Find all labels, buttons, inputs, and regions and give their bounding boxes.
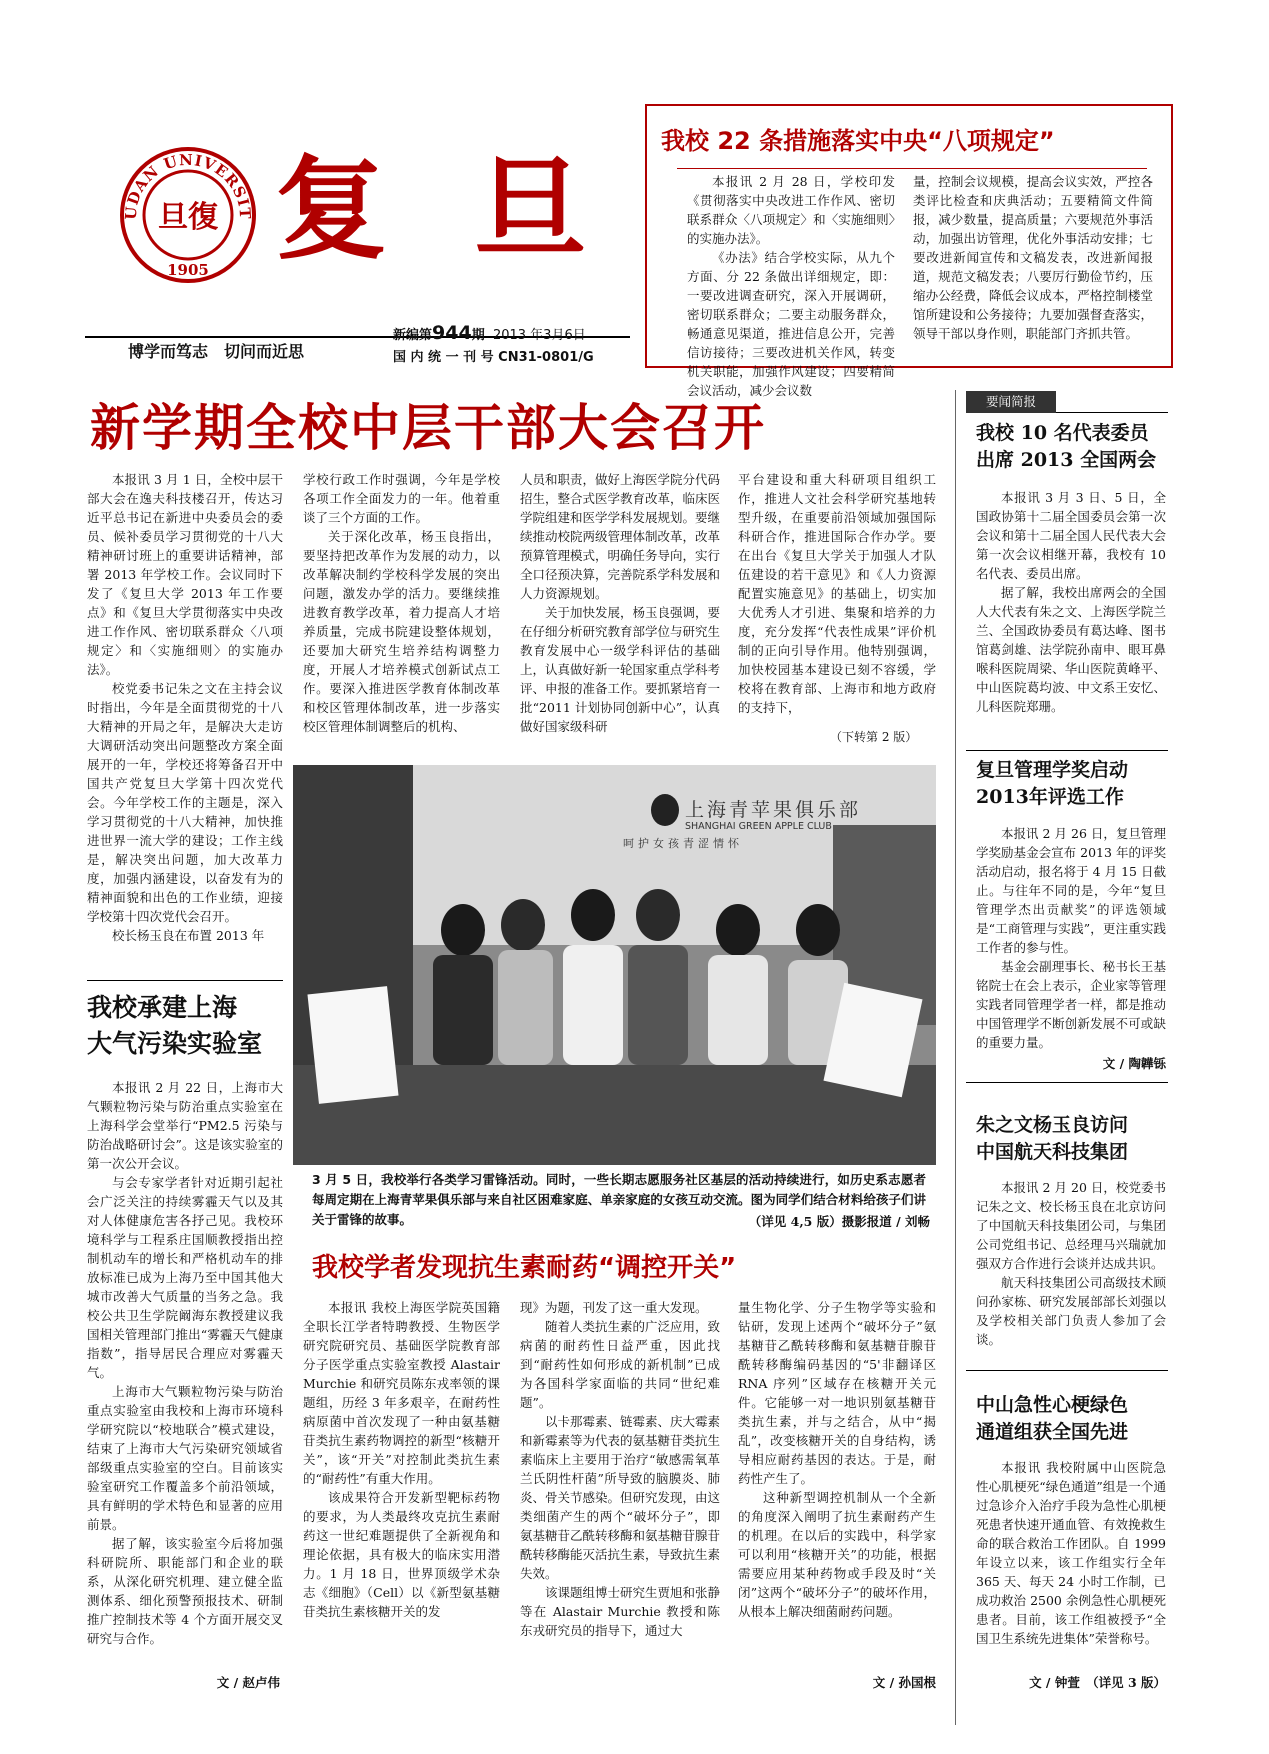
brief-para: 本报讯 3 月 3 日、5 日，全国政协第十二届全国委员会第一次会议和第十二届全国人民代表大会第一次会议相继开幕，我校有 10 名代表、委员出席。	[976, 490, 1166, 581]
emblem-year: 1905	[167, 261, 209, 279]
lead-continued: （下转第 2 版）	[830, 730, 918, 744]
emblem-seal-icon	[118, 145, 258, 285]
air-title-line1: 我校承建上海	[87, 993, 238, 1022]
air-author: 文 / 赵卢伟	[216, 1675, 280, 1690]
antibiotic-para: 以卡那霉素、链霉素、庆大霉素和新霉素等为代表的氨基糖苷类抗生素临床上主要用于治疗“敏感需氧革兰氏阴性杆菌”所导致的脑膜炎、肺炎、骨关节感染。但研究发现，由这类细菌产生的两个“破坏分子”，即氨基糖苷乙酰转移酶和氨基糖苷腺苷酰转移酶能灭活抗生素，导致抗生素失效。	[520, 1414, 721, 1581]
brief-para: 本报讯 2 月 26 日，复旦管理学奖励基金会宣布 2013 年的评奖活动启动，报名将于 4 月 15 日截止。与往年不同的是，今年“复旦管理学杰出贡献奖”的评选领域是“工商管理与实践”，更注重实践工作者的参与性。	[976, 826, 1166, 955]
brief-title-line: 复旦管理学奖启动	[976, 759, 1129, 781]
photo-credit: （详见 4,5 版）摄影报道 / 刘畅	[748, 1214, 930, 1229]
issue-date: 2013 年3月6日	[492, 328, 586, 343]
brief-para: 据了解，我校出席两会的全国人大代表有朱之文、上海医学院兰兰、全国政协委员有葛达峰、图书馆葛剑雄、法学院孙南申、眼耳鼻喉科医院周梁、华山医院黄峰平、中山医院葛均波、中文系王安忆、儿科医院郑珊。	[976, 585, 1166, 714]
university-emblem	[118, 145, 258, 285]
brief-para: 航天科技集团公司高级技术顾问孙家栋、研究发展部部长刘强以及学校相关部门负责人参加了会谈。	[976, 1275, 1166, 1347]
brief-title-line: 中国航天科技集团	[976, 1141, 1129, 1163]
motto: 博学而笃志 切问而近思	[128, 342, 305, 361]
issue-prefix: 新编第	[393, 328, 433, 343]
top-news-para: 量，控制会议规模，提高会议实效，严控各类评比检查和庆典活动；五要精简文件简报，减少数量，提高质量；六要规范外事活动，加强出访管理，优化外事活动安排；七要改进新闻宣传和文稿发表，改进新闻报道，规范文稿发表；八要厉行勤俭节约，压缩办公经费，降低会议成本，严格控制楼堂馆所建设和公务接待；九要加强督查落实，领导干部以身作则，职能部门齐抓共管。	[913, 174, 1153, 341]
lead-para: 校党委书记朱之文在主持会议时指出，今年是全面贯彻党的十八大精神的开局之年，是解决大走访大调研活动突出问题整改方案全面展开的一年，学校还将筹备召开中国共产党复旦大学第十四次党代会。今年学校工作的主题是，深入学习贯彻党的十八大精神，加快推进世界一流大学的建设；工作主线是，解决突出问题，加大改革力度，加强内涵建设，以奋发有为的精神面貌和出色的工作业绩，迎接学校第十四次党代会召开。	[87, 681, 283, 924]
brief-title	[976, 1392, 1128, 1446]
air-title	[87, 990, 262, 1062]
news-photo	[293, 765, 936, 1165]
air-body	[87, 1078, 283, 1670]
issue-info	[393, 322, 594, 369]
antibiotic-para: 现》为题，刊发了这一重大发现。	[520, 1300, 708, 1315]
air-para: 与会专家学者针对近期引起社会广泛关注的持续雾霾天气以及其对人体健康危害各抒己见。我校环境科学与工程系庄国顺教授指出控制机动车的增长和严格机动车的排放标准已成为上海乃至中国其他大城市改善大气质量的当务之急。我校公共卫生学院阚海东教授建议我国相关管理部门推出“雾霾天气健康指数”，指导居民合理应对雾霾天气。	[87, 1175, 283, 1380]
brief-body	[976, 1178, 1166, 1360]
antibiotic-para: 该课题组博士研究生贾旭和张静等在 Alastair Murchie 教授和陈东戎研究员的指导下，通过大	[520, 1585, 721, 1638]
lead-para: 关于加快发展，杨玉良强调，要在仔细分析研究教育部学位与研究生教育发展中心一级学科评估的基础上，认真做好新一轮国家重点学科考评、申报的准备工作。要抓紧培育一批“2011 计划协同创新中心”，认真做好国家级科研	[520, 605, 721, 734]
masthead-title: 复 旦	[275, 144, 610, 275]
brief-title	[976, 757, 1128, 811]
lead-para: 学校行政工作时强调，今年是学校各项工作全面发力的一年。他着重谈了三个方面的工作。	[303, 472, 500, 525]
top-news-col2	[913, 172, 1153, 362]
lead-col4	[738, 470, 936, 725]
lead-para: 本报讯 3 月 1 日，全校中层干部大会在逸夫科技楼召开，传达习近平总书记在新进中央委员会的委员、候补委员学习贯彻党的十八大精神研讨班上的重要讲话精神，部署 2013 年学校工作。会议同时下发了《复旦大学 2013 年工作要点》和《复旦大学贯彻落实中央改进工作作风、密切联系群众〈八项规定〉和〈实施细则〉的实施办法》。	[87, 472, 283, 677]
air-para: 本报讯 2 月 22 日，上海市大气颗粒物污染与防治重点实验室在上海科学会堂举行“PM2.5 污染与防治战略研讨会”。这是该实验室的第一次公开会议。	[87, 1080, 283, 1171]
brief-separator	[966, 1082, 1168, 1083]
top-news-box	[645, 104, 1173, 398]
sidebar-label: 要闻简报	[966, 391, 1056, 413]
air-top-rule	[87, 980, 283, 981]
lead-para: 人员和职责，做好上海医学院分代码招生，整合式医学教育改革，临床医学院组建和医学学科发展规划。要继续推动校院两级管理体制改革，改革预算管理模式，明确任务导向，实行全口径预决算，完善院系学科发展和人力资源规划。	[520, 472, 721, 601]
antibiotic-col2	[520, 1298, 720, 1694]
issue-number: 944	[432, 322, 472, 344]
lead-para: 关于深化改革，杨玉良指出，要坚持把改革作为发展的动力，以改革解决制约学校科学发展的突出问题，激发办学的活力。要继续推进教育教学改革，着力提高人才培养质量，完成书院建设整体规划，还要加大研究生培养结构调整力度，开展人才培养模式创新试点工作。要深入推进医学教育体制改革和校区管理体制改革，进一步落实校区管理体制调整后的机构、	[303, 529, 500, 734]
brief-title-line: 出席 2013 全国两会	[976, 449, 1157, 471]
issue-suffix: 期	[471, 328, 485, 343]
antibiotic-para: 这种新型调控机制从一个全新的角度深入阐明了抗生素耐药产生的机理。在以后的实践中，科学家可以利用“核糖开关”的功能，根据需要应用某种药物或手段及时“关闭”这两个“破坏分子”的破坏作用，从根本上解决细菌耐药问题。	[738, 1490, 936, 1619]
brief-separator	[966, 1370, 1168, 1371]
antibiotic-para: 本报讯 我校上海医学院英国籍全职长江学者特聘教授、生物医学研究院研究员、基础医学院教育部分子医学重点实验室教授 Alastair Murchie 和研究员陈东戎率领的课题组，历经 3 年多艰辛，在耐药性病原菌中首次发现了一种由氨基糖苷类抗生素药物调控的新型“核糖开关”，该“开关”对控制此类抗生素的“耐药性”有重大作用。	[303, 1300, 500, 1486]
top-news-title: 我校 22 条措施落实中央“八项规定”	[661, 127, 1055, 155]
antibiotic-para: 量生物化学、分子生物学等实验和钻研，发现上述两个“破坏分子”氨基糖苷乙酰转移酶和氨基糖苷腺苷酰转移酶编码基因的“5'非翻译区 RNA 序列”区域存在核糖开关元件。它能够一对一地识别氨基糖苷类抗生素，并与之结合，从中“揭乱”，改变核糖开关的自身结构，诱导相应耐药基因的表达。于是，耐药性产生了。	[738, 1300, 936, 1486]
brief-para: 基金会副理事长、秘书长王基铭院士在会上表示，企业家等管理实践者同管理学者一样，都是推动中国管理学不断创新发展不可或缺的重要力量。	[976, 959, 1166, 1050]
lead-col1	[87, 470, 283, 960]
antibiotic-author: 文 / 孙国根	[872, 1675, 936, 1690]
antibiotic-col3	[738, 1298, 936, 1674]
brief-title-line: 中山急性心梗绿色	[976, 1394, 1129, 1416]
photo-sign-sub: 呵护女孩青涩情怀	[623, 837, 743, 850]
brief-title-line: 我校 10 名代表委员	[976, 422, 1149, 444]
top-news-para: 《办法》结合学校实际，从九个方面、分 22 条做出详细规定，即：一要改进调查研究，深入开展调研，密切联系群众；二要主动服务群众，畅通意见渠道，推进信息公开，完善信访接待；三要改进机关作风，转变机关职能，加强作风建设；四要精简会议活动，减少会议数	[687, 250, 895, 398]
brief-title	[976, 1112, 1128, 1166]
emblem-top-text: UDAN UNIVERSIT	[121, 150, 255, 221]
volunteer-photo-image	[293, 765, 936, 1165]
antibiotic-col1	[303, 1298, 500, 1694]
brief-para: 本报讯 我校附属中山医院急性心肌梗死“绿色通道”组是一个通过急诊介入治疗手段为急性心肌梗死患者快速开通血管、有效挽救生命的联合救治工作团队。自 1999 年设立以来，该工作组实行全年 365 天、每天 24 小时工作制，已成功救治 2500 余例急性心肌梗死患者。目前，该工作组被授予“全国卫生系统先进集体”荣誉称号。	[976, 1460, 1166, 1646]
lead-col2	[303, 470, 500, 750]
sidebar-label-rule	[1056, 412, 1168, 413]
antibiotic-para: 该成果符合开发新型靶标药物的要求，为人类最终攻克抗生素耐药这一世纪难题提供了全新视角和理论依据，具有极大的临床实用潜力。1 月 18 日，世界顶级学术杂志《细胞》（Cell）以《新型氨基糖苷类抗生素核糖开关的发	[303, 1490, 500, 1619]
top-news-para: 本报讯 2 月 28 日，学校印发《贯彻落实中央改进工作作风、密切联系群众〈八项规定〉和〈实施细则〉的实施办法》。	[687, 174, 895, 246]
brief-title	[976, 420, 1156, 474]
air-para: 上海市大气颗粒物污染与防治重点实验室由我校和上海市环境科学研究院以“校地联合”模式建设，结束了上海市大气污染研究领域省部级重点实验室的空白。目前该实验室研究工作覆盖多个前沿领域，具有鲜明的学术特色和显著的应用前景。	[87, 1384, 283, 1532]
photo-sign-cn: 上海青苹果俱乐部	[685, 799, 862, 821]
lead-para: 校长杨玉良在布置 2013 年	[112, 928, 265, 943]
brief-author: 文 / 陶韡铄	[1102, 1056, 1166, 1071]
photo-caption: 3 月 5 日，我校举行各类学习雷锋活动。同时，一些长期志愿服务社区基层的活动持续进行，如历史系志愿者每周定期在上海青苹果俱乐部与来自社区困难家庭、单亲家庭的女孩互动交流。图为同学们结合材料给孩子们讲关于雷锋的故事。	[312, 1172, 926, 1227]
brief-title-line: 通道组获全国先进	[976, 1421, 1129, 1443]
brief-author: 文 / 钟萱 （详见 3 版）	[1029, 1675, 1166, 1690]
brief-separator	[966, 750, 1168, 751]
brief-title-line: 2013年评选工作	[976, 786, 1124, 808]
antibiotic-para: 随着人类抗生素的广泛应用，致病菌的耐药性日益严重，因此找到“耐药性如何形成的新机制”已成为各国科学家面临的共同“世纪难题”。	[520, 1319, 721, 1410]
brief-body	[976, 1458, 1166, 1670]
photo-sign-en: SHANGHAI GREEN APPLE CLUB	[685, 821, 832, 832]
top-news-col1	[687, 172, 895, 398]
air-title-line2: 大气污染实验室	[87, 1029, 263, 1058]
brief-body	[976, 488, 1166, 743]
lead-para: 平台建设和重大科研项目组织工作，推进人文社会科学研究基地转型升级，在重要前沿领域加强国际科研合作，推进国际合作办学。要在出台《复旦大学关于加强人才队伍建设的若干意见》和《人力资源配置实施意见》的基础上，切实加大优秀人才引进、集聚和培养的力度，充分发挥“代表性成果”评价机制的正向引导作用。他特别强调，加快校园基本建设已刻不容缓，学校将在教育部、上海市和地方政府的支持下，	[738, 472, 936, 715]
top-news-title-rule	[677, 168, 1147, 169]
antibiotic-headline: 我校学者发现抗生素耐药“调控开关”	[312, 1253, 737, 1283]
cn-number: 国 内 统 一 刊 号 CN31-0801/G	[393, 350, 594, 365]
air-para: 据了解，该实验室今后将加强科研院所、职能部门和企业的联系，从深化研究机理、建立健全监测体系、细化预警预报技术、研制推广控制技术等 4 个方面开展交叉研究与合作。	[87, 1536, 283, 1646]
sidebar-rule	[955, 390, 957, 1725]
lead-col3	[520, 470, 720, 750]
lead-headline: 新学期全校中层干部大会召开	[90, 399, 766, 457]
brief-para: 本报讯 2 月 20 日，校党委书记朱之文、校长杨玉良在北京访问了中国航天科技集团公司，与集团公司党组书记、总经理马兴瑞就加强双方合作进行会谈并达成共识。	[976, 1180, 1166, 1271]
brief-title-line: 朱之文杨玉良访问	[976, 1114, 1129, 1136]
emblem-center-text: 旦復	[158, 200, 218, 235]
brief-body	[976, 824, 1166, 1052]
